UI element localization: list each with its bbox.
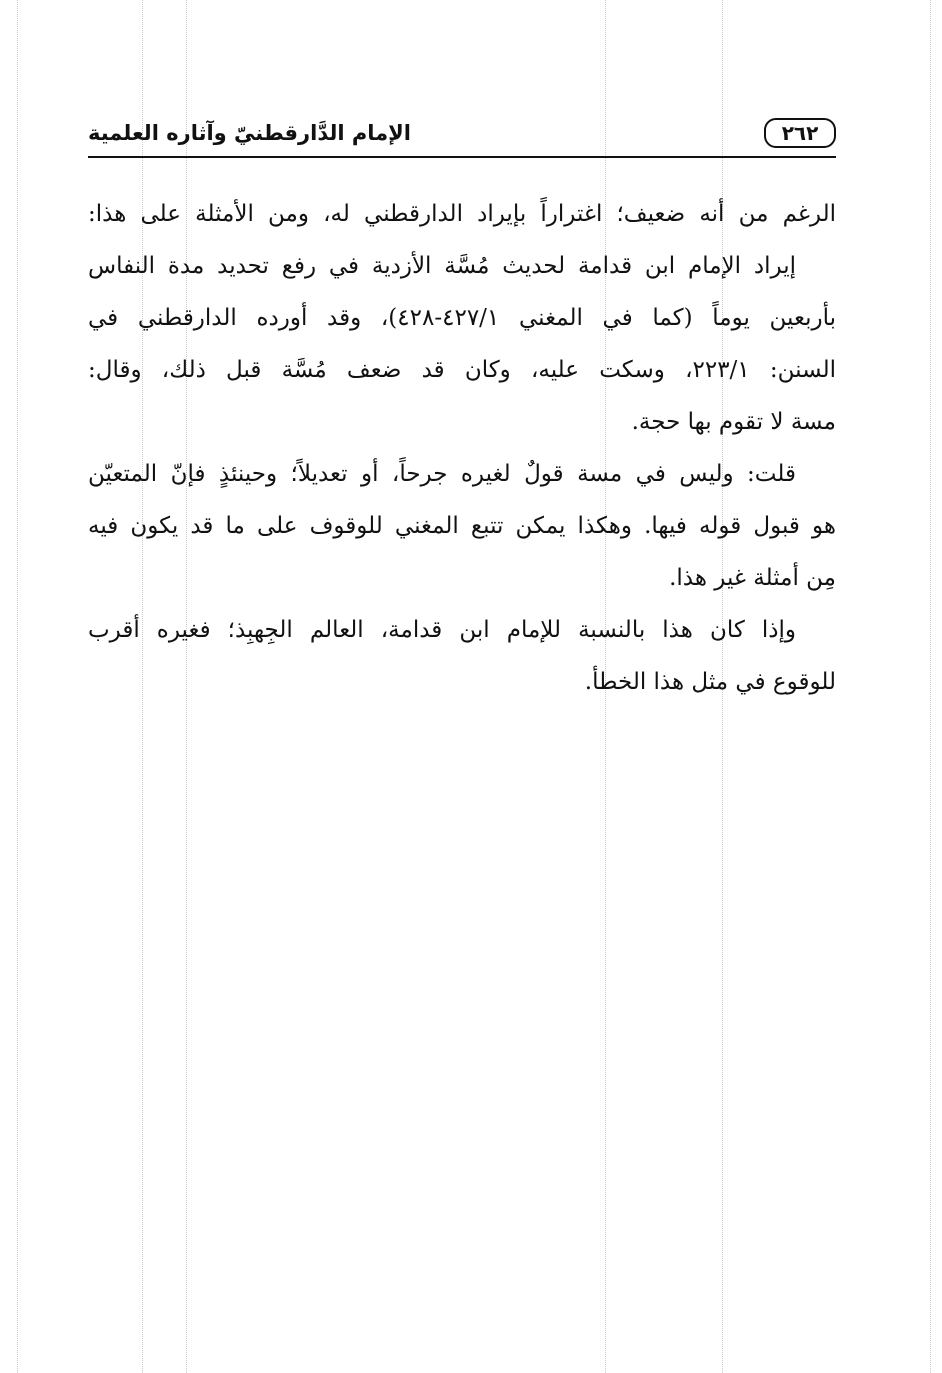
text-line: وإذا كان هذا بالنسبة للإمام ابن قدامة، العالم الجِهبِذ؛ فغيره أقرب xyxy=(88,617,796,643)
running-title: الإمام الدَّارقطنيّ وآثاره العلمية xyxy=(88,121,411,145)
text-line: مِن أمثلة غير هذا. xyxy=(669,565,836,591)
text-line: السنن: ٢٢٣/١، وسكت عليه، وكان قد ضعف مُسَّة قبل ذلك، وقال: xyxy=(88,357,836,383)
text-line: بأربعين يوماً (كما في المغني ٤٢٧/١-٤٢٨)، وقد أورده الدارقطني في xyxy=(88,305,836,331)
body-text xyxy=(88,188,836,708)
page-number: ٢٦٢ xyxy=(764,118,836,148)
scan-guide-line xyxy=(930,0,931,1373)
text-line: قلت: وليس في مسة قولٌ لغيره جرحاً، أو تعديلاً؛ وحينئذٍ فإنّ المتعيّن xyxy=(88,461,796,487)
text-line: للوقوع في مثل هذا الخطأ. xyxy=(584,669,836,695)
text-line: إيراد الإمام ابن قدامة لحديث مُسَّة الأزدية في رفع تحديد مدة النفاس xyxy=(88,253,796,279)
text-line: مسة لا تقوم بها حجة. xyxy=(631,409,836,435)
text-line: الرغم من أنه ضعيف؛ اغتراراً بإيراد الدارقطني له، ومن الأمثلة على هذا: xyxy=(88,201,836,227)
page-header xyxy=(88,112,836,158)
text-line: هو قبول قوله فيها. وهكذا يمكن تتبع المغني للوقوف على ما قد يكون فيه xyxy=(88,513,836,539)
scan-guide-line xyxy=(17,0,18,1373)
